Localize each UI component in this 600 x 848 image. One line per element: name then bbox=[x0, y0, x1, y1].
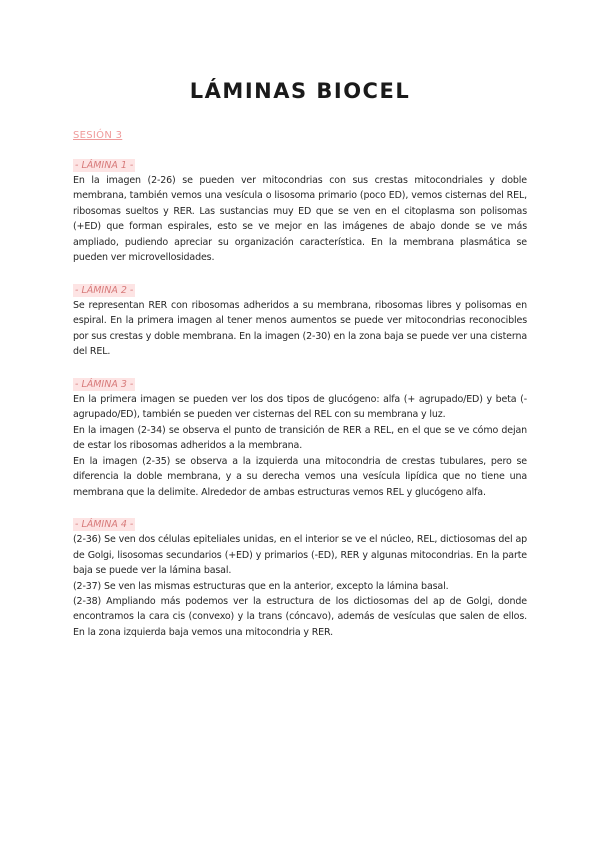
section-lamina-3 bbox=[73, 372, 527, 500]
section-label: - LÁMINA 1 - bbox=[75, 160, 134, 171]
paragraph: Se representan RER con ribosomas adheridos a su membrana, ribosomas libres y polisomas en espiral. En la primera imagen al tener menos aumentos se puede ver mitocondrias reconocibles por sus crestas y doble membrana. En la imagen (2-30) en la zona baja se puede ver una cisterna del REL. bbox=[73, 299, 527, 358]
document-title: LÁMINAS BIOCEL bbox=[189, 79, 411, 103]
paragraph: (2-38) Ampliando más podemos ver la estructura de los dictiosomas del ap de Golgi, donde encontramos la cara cis (convexo) y la trans (cóncavo), además de vesículas que salen de ellos. En la zona izquierda baja vemos una mitocondria y RER. bbox=[73, 596, 527, 638]
paragraph: (2-37) Se ven las mismas estructuras que en la anterior, excepto la lámina basal. bbox=[73, 580, 449, 592]
section-lamina-1 bbox=[73, 153, 527, 265]
section-label: - LÁMINA 4 - bbox=[75, 519, 134, 531]
paragraph: En la primera imagen se pueden ver los dos tipos de glucógeno: alfa (+ agrupado/ED) y beta (- agrupado/ED), también se pueden ver cisternas del REL con su membrana y luz. bbox=[73, 394, 527, 421]
paragraph: En la imagen (2-35) se observa a la izquierda una mitocondria de crestas tubulares, pero se diferencia la doble membrana, y a su derecha vemos una vesícula lipídica que no tiene una membrana que la delimite. Alrededor de ambas estructuras vemos REL y glucógeno alfa. bbox=[73, 455, 527, 498]
section-lamina-4 bbox=[73, 512, 527, 640]
section-label: - LÁMINA 2 - bbox=[75, 284, 134, 296]
section-lamina-2 bbox=[73, 278, 527, 360]
document-body bbox=[73, 153, 527, 653]
session-heading: SESIÓN 3 bbox=[73, 130, 123, 141]
paragraph: En la imagen (2-34) se observa el punto de transición de RER a REL, en el que se ve cómo dejan de estar los ribosomas adheridos a la membrana. bbox=[73, 424, 527, 452]
section-label: - LÁMINA 3 - bbox=[75, 379, 134, 391]
paragraph: En la imagen (2-26) se pueden ver mitocondrias con sus crestas mitocondriales y doble membrana, también vemos una vesícula o lisosoma primario (poco ED), vemos cisternas del REL, ribosomas sueltos y RER. Las sustancias muy ED que se ven en el citoplasma son polisomas (+ED) que forman espirales, esto se ve mejor en las imágenes de abajo donde se ve más ampliado, pudiendo apreciar su organización característica. En la membrana plasmática se pueden ver microvellosidades. bbox=[73, 175, 527, 264]
paragraph: (2-36) Se ven dos células epiteliales unidas, en el interior se ve el núcleo, REL, dictiosomas del ap de Golgi, lisosomas secundarios (+ED) y primarios (-ED), RER y algunas mitocondrias. En la parte baja se puede ver la lámina basal. bbox=[73, 534, 527, 577]
